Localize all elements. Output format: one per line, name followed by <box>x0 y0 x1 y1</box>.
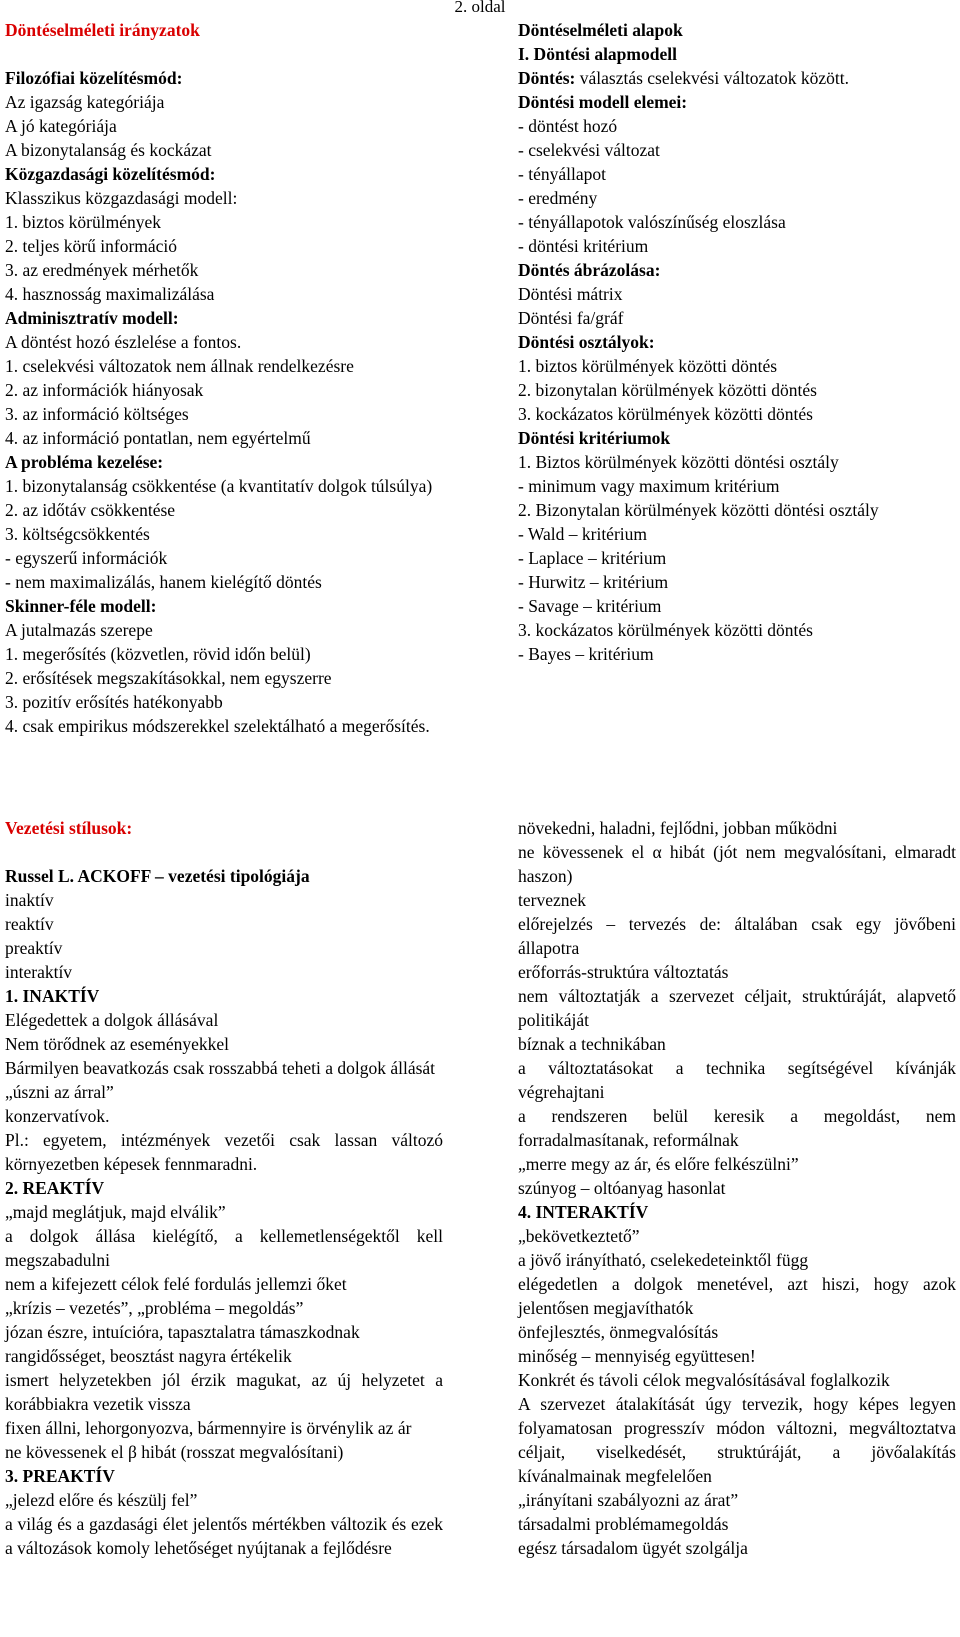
spacer <box>5 840 443 864</box>
text-line: „merre megy az ár, és előre felkészülni” <box>518 1154 799 1174</box>
text-paragraph: előrejelzés – tervezés de: általában csak egy jövőbeni állapotra <box>518 914 956 958</box>
spacer <box>5 42 443 66</box>
text-line: 3. kockázatos körülmények közötti döntés <box>518 620 813 640</box>
leadership-styles-column <box>5 816 443 1560</box>
text-line: „krízis – vezetés”, „probléma – megoldás” <box>5 1298 304 1318</box>
term-definition: választás cselekvési változatok között. <box>575 68 849 88</box>
text-paragraph: Bármilyen beavatkozás csak rosszabbá teheti a dolgok állását <box>5 1058 436 1078</box>
text-line: 2. Bizonytalan körülmények közötti döntési osztály <box>518 500 879 520</box>
text-line: interaktív <box>5 962 73 982</box>
text-line: növekedni, haladni, fejlődni, jobban működni <box>518 818 838 838</box>
text-line: minőség – mennyiség együttesen! <box>518 1346 756 1366</box>
text-line: Elégedettek a dolgok állásával <box>5 1010 219 1030</box>
leadership-styles-continued-column <box>518 816 956 1560</box>
text-line: 1. Biztos körülmények közötti döntési osztály <box>518 452 839 472</box>
text-line: konzervatívok. <box>5 1106 110 1126</box>
subheading: Skinner-féle modell: <box>5 596 157 616</box>
text-paragraph: 4. csak empirikus módszerekkel szelektálható a megerősítés. <box>5 716 430 736</box>
text-line: 3. költségcsökkentés <box>5 524 150 544</box>
subheading: Filozófiai közelítésmód: <box>5 68 183 88</box>
text-line: 1. biztos körülmények közötti döntés <box>518 356 778 376</box>
subheading: Döntési modell elemei: <box>518 92 688 112</box>
text-line: - Wald – kritérium <box>518 524 648 544</box>
text-line: - eredmény <box>518 188 598 208</box>
text-line: 2. bizonytalan körülmények közötti döntés <box>518 380 817 400</box>
text-line: - egyszerű információk <box>5 548 168 568</box>
decision-theory-column <box>5 18 443 738</box>
decision-basics-column <box>518 18 956 666</box>
text-paragraph: a változtatásokat a technika segítségével kívánják végrehajtani <box>518 1058 956 1102</box>
text-line: - tényállapot <box>518 164 606 184</box>
text-line: 3. az információ költséges <box>5 404 189 424</box>
text-line: - döntést hozó <box>518 116 618 136</box>
text-line: - minimum vagy maximum kritérium <box>518 476 780 496</box>
text-line: A jó kategóriája <box>5 116 117 136</box>
text-line: „irányítani szabályozni az árat” <box>518 1490 739 1510</box>
subheading: 3. PREAKTÍV <box>5 1466 115 1486</box>
text-line: - cselekvési változat <box>518 140 660 160</box>
text-paragraph: Pl.: egyetem, intézmények vezetői csak lassan változó környezetben képesek fennmaradni. <box>5 1130 443 1174</box>
text-paragraph: a dolgok állása kielégítő, a kellemetlenségektől kell megszabadulni <box>5 1226 443 1270</box>
subheading: A probléma kezelése: <box>5 452 164 472</box>
text-line: 3. pozitív erősítés hatékonyabb <box>5 692 223 712</box>
text-line: józan észre, intuícióra, tapasztalatra támaszkodnak <box>5 1322 360 1342</box>
text-line: - Bayes – kritérium <box>518 644 654 664</box>
section-title: Döntéselméleti irányzatok <box>5 20 200 40</box>
text-line: A bizonytalanság és kockázat <box>5 140 212 160</box>
text-line: 3. kockázatos körülmények közötti döntés <box>518 404 813 424</box>
subheading: Döntési kritériumok <box>518 428 671 448</box>
text-paragraph: a rendszeren belül keresik a megoldást, nem forradalmasítanak, reformálnak <box>518 1106 956 1150</box>
text-line <box>518 66 956 90</box>
text-line: szúnyog – oltóanyag hasonlat <box>518 1178 726 1198</box>
subheading: Közgazdasági közelítésmód: <box>5 164 216 184</box>
text-line: 4. az információ pontatlan, nem egyértelmű <box>5 428 311 448</box>
text-line: 2. teljes körű információ <box>5 236 178 256</box>
text-paragraph: ne kövessenek el α hibát (jót nem megvalósítani, elmaradt haszon) <box>518 842 956 886</box>
text-line: „úszni az árral” <box>5 1082 114 1102</box>
text-line: „bekövetkeztető” <box>518 1226 640 1246</box>
text-line: terveznek <box>518 890 587 910</box>
subheading: Döntés ábrázolása: <box>518 260 661 280</box>
subheading: I. Döntési alapmodell <box>518 44 677 64</box>
text-paragraph: nem változtatják a szervezet céljait, struktúráját, alapvető politikáját <box>518 986 956 1030</box>
text-line: bíznak a technikában <box>518 1034 666 1054</box>
text-line: preaktív <box>5 938 63 958</box>
text-paragraph: 1. bizonytalanság csökkentése (a kvantitatív dolgok túlsúlya) <box>5 476 433 496</box>
subheading: 1. INAKTÍV <box>5 986 100 1006</box>
text-line: „majd meglátjuk, majd elválik” <box>5 1202 226 1222</box>
text-line: nem a kifejezett célok felé fordulás jellemzi őket <box>5 1274 347 1294</box>
text-paragraph: elégedetlen a dolgok menetével, azt hiszi, hogy azok jelentősen megjavíthatók <box>518 1274 956 1318</box>
text-line: 2. erősítések megszakításokkal, nem egyszerre <box>5 668 332 688</box>
text-line: 4. hasznosság maximalizálása <box>5 284 215 304</box>
subheading: Döntéselméleti alapok <box>518 20 683 40</box>
text-line: 2. az időtáv csökkentése <box>5 500 176 520</box>
term-label: Döntés: <box>518 68 576 88</box>
text-line: 3. az eredmények mérhetők <box>5 260 199 280</box>
text-paragraph: ismert helyzetekben jól érzik magukat, az új helyzetet a korábbiakra vezetik vissza <box>5 1370 443 1414</box>
text-line: 1. megerősítés (közvetlen, rövid időn belül) <box>5 644 311 664</box>
text-line: 1. biztos körülmények <box>5 212 162 232</box>
text-line: Döntési mátrix <box>518 284 623 304</box>
text-line: önfejlesztés, önmegvalósítás <box>518 1322 719 1342</box>
text-line: Az igazság kategóriája <box>5 92 165 112</box>
text-line: - Savage – kritérium <box>518 596 662 616</box>
text-line: társadalmi problémamegoldás <box>518 1514 729 1534</box>
text-line: reaktív <box>5 914 54 934</box>
text-line: erőforrás-struktúra változtatás <box>518 962 729 982</box>
subheading: Döntési osztályok: <box>518 332 655 352</box>
text-line: „jelezd előre és készülj fel” <box>5 1490 198 1510</box>
text-line: inaktív <box>5 890 54 910</box>
text-line: - tényállapotok valószínűség eloszlása <box>518 212 786 232</box>
text-line: Nem törődnek az eseményekkel <box>5 1034 230 1054</box>
text-paragraph: fixen állni, lehorgonyozva, bármennyire is örvénylik az ár <box>5 1418 412 1438</box>
text-line: Döntési fa/gráf <box>518 308 624 328</box>
subheading: Adminisztratív modell: <box>5 308 179 328</box>
subheading: Russel L. ACKOFF – vezetési tipológiája <box>5 866 310 886</box>
text-line: A döntést hozó észlelése a fontos. <box>5 332 242 352</box>
text-line: rangidősséget, beosztást nagyra értékelik <box>5 1346 292 1366</box>
text-line: A jutalmazás szerepe <box>5 620 153 640</box>
text-paragraph: A szervezet átalakítását úgy tervezik, hogy képes legyen folyamatosan progresszív módon változni, megváltoztatva céljait, viselkedését, struktúráját, a jövőalakítás kívánalmainak megfelelően <box>518 1394 956 1486</box>
text-line: 1. cselekvési változatok nem állnak rendelkezésre <box>5 356 354 376</box>
subheading: 4. INTERAKTÍV <box>518 1202 649 1222</box>
text-paragraph: Konkrét és távoli célok megvalósításával foglalkozik <box>518 1370 890 1390</box>
subheading: 2. REAKTÍV <box>5 1178 105 1198</box>
text-line: a jövő irányítható, cselekedeteinktől függ <box>518 1250 809 1270</box>
section-title: Vezetési stílusok: <box>5 818 133 838</box>
page-number: 2. oldal <box>454 0 506 16</box>
text-line: - Laplace – kritérium <box>518 548 667 568</box>
text-line: - nem maximalizálás, hanem kielégítő döntés <box>5 572 322 592</box>
text-paragraph: a világ és a gazdasági élet jelentős mértékben változik és ezek a változások komoly lehetőséget nyújtanak a fejlődésre <box>5 1514 443 1558</box>
text-line: - Hurwitz – kritérium <box>518 572 669 592</box>
text-line: egész társadalom ügyét szolgálja <box>518 1538 748 1558</box>
text-line: 2. az információk hiányosak <box>5 380 204 400</box>
text-line: - döntési kritérium <box>518 236 649 256</box>
text-line: ne kövessenek el β hibát (rosszat megvalósítani) <box>5 1442 344 1462</box>
text-line: Klasszikus közgazdasági modell: <box>5 188 238 208</box>
